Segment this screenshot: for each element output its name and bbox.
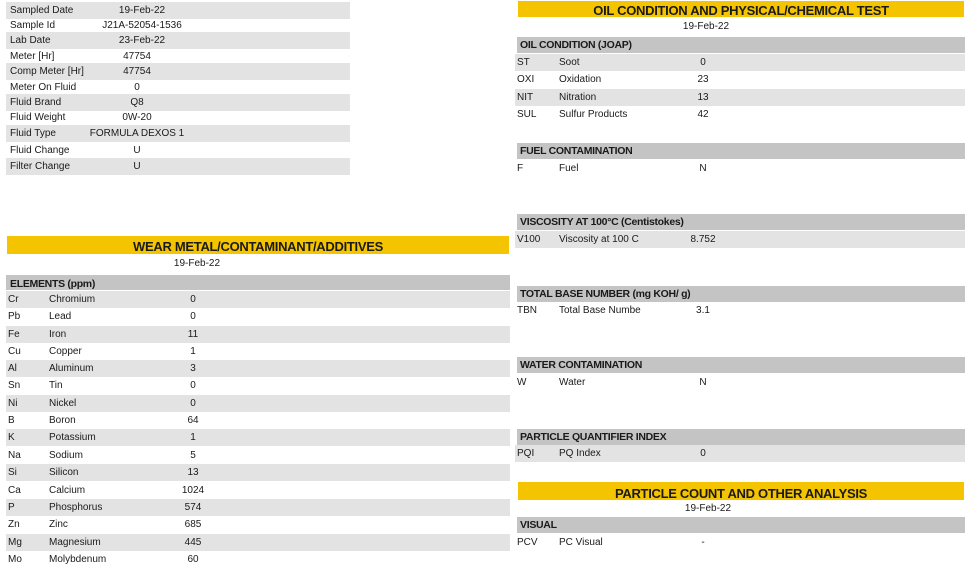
oil-row [515, 374, 965, 391]
oil-row [515, 160, 965, 177]
element-row [6, 377, 510, 394]
sample-info-row [6, 158, 350, 175]
oil-name: Soot [559, 57, 580, 68]
oil-name: Oxidation [559, 74, 602, 85]
sample-info-label: Comp Meter [Hr] [10, 66, 84, 77]
oil-code: TBN [517, 305, 537, 316]
oil-name: PQ Index [559, 448, 601, 459]
wear-date: 19-Feb-22 [173, 258, 221, 269]
viscosity-section-header: VISCOSITY AT 100°C (Centistokes) [517, 214, 965, 230]
element-code: Mo [8, 554, 22, 565]
sample-info-row [6, 109, 350, 126]
sample-info-label: Meter On Fluid [10, 82, 77, 93]
element-code: Al [8, 363, 17, 374]
element-value: 1024 [181, 485, 205, 496]
oil-row [515, 534, 965, 551]
element-row [6, 326, 510, 343]
element-row [6, 464, 510, 481]
element-name: Aluminum [49, 363, 94, 374]
sample-info-value: 47754 [123, 66, 151, 77]
sample-info-row [6, 142, 350, 159]
sample-info-label: Fluid Change [10, 145, 70, 156]
joap-section-header: OIL CONDITION (JOAP) [517, 37, 965, 53]
element-name: Chromium [49, 294, 96, 305]
pqi-section-header: PARTICLE QUANTIFIER INDEX [517, 429, 965, 445]
element-name: Molybdenum [49, 554, 107, 565]
oil-value: - [701, 537, 705, 548]
oil-row [515, 106, 965, 123]
particle-date: 19-Feb-22 [684, 503, 732, 514]
oil-value: 23 [697, 74, 709, 85]
oil-row [515, 89, 965, 106]
oil-row [515, 71, 965, 88]
sample-info-label: Fluid Weight [10, 112, 66, 123]
oil-name: PC Visual [559, 537, 603, 548]
element-name: Silicon [49, 467, 79, 478]
element-code: Cr [8, 294, 19, 305]
element-value: 5 [190, 450, 196, 461]
element-row [6, 395, 510, 412]
oil-row [515, 231, 965, 248]
element-row [6, 551, 510, 568]
element-name: Magnesium [49, 537, 101, 548]
oil-value: N [699, 377, 707, 388]
element-row [6, 429, 510, 446]
element-code: Pb [8, 311, 21, 322]
oil-section-title: OIL CONDITION AND PHYSICAL/CHEMICAL TEST [518, 1, 964, 17]
oil-row [515, 302, 965, 319]
tbn-section-header: TOTAL BASE NUMBER (mg KOH/ g) [517, 286, 965, 302]
element-value: 574 [184, 502, 202, 513]
element-code: B [8, 415, 15, 426]
element-code: Zn [8, 519, 20, 530]
oil-code: OXI [517, 74, 535, 85]
element-value: 1 [190, 346, 196, 357]
element-name: Zinc [49, 519, 68, 530]
element-code: Ni [8, 398, 18, 409]
element-value: 685 [184, 519, 202, 530]
oil-code: PCV [517, 537, 538, 548]
oil-value: 3.1 [696, 305, 710, 316]
oil-name: Nitration [559, 92, 597, 103]
wear-section-title: WEAR METAL/CONTAMINANT/ADDITIVES [7, 236, 509, 254]
sample-info-row [6, 32, 350, 49]
sample-info-value: Q8 [130, 97, 144, 108]
sample-info-row [6, 63, 350, 80]
element-value: 11 [187, 329, 199, 340]
oil-row [515, 445, 965, 462]
element-row [6, 291, 510, 308]
oil-name: Water [559, 377, 586, 388]
particle-section-title: PARTICLE COUNT AND OTHER ANALYSIS [518, 482, 964, 500]
oil-code: SUL [517, 109, 537, 120]
element-name: Copper [49, 346, 82, 357]
element-row [6, 308, 510, 325]
element-value: 0 [190, 398, 196, 409]
sample-info-value: 19-Feb-22 [118, 5, 166, 16]
oil-name: Total Base Numbe [559, 305, 641, 316]
element-name: Sodium [49, 450, 83, 461]
fuel-section-header: FUEL CONTAMINATION [517, 143, 965, 159]
element-code: Ca [8, 485, 21, 496]
oil-name: Fuel [559, 163, 579, 174]
sample-info-value: 0 [134, 82, 140, 93]
element-row [6, 343, 510, 360]
oil-value: 0 [700, 57, 706, 68]
element-name: Lead [49, 311, 72, 322]
sample-info-row [6, 125, 350, 142]
element-value: 0 [190, 294, 196, 305]
element-name: Phosphorus [49, 502, 103, 513]
element-value: 1 [190, 432, 196, 443]
oil-name: Viscosity at 100 C [559, 234, 639, 245]
oil-code: V100 [517, 234, 541, 245]
element-name: Nickel [49, 398, 77, 409]
oil-value: 13 [697, 92, 709, 103]
sample-info-label: Lab Date [10, 35, 51, 46]
visual-section-header: VISUAL [517, 517, 965, 533]
oil-code: ST [517, 57, 530, 68]
element-row [6, 447, 510, 464]
element-name: Boron [49, 415, 76, 426]
oil-name: Sulfur Products [559, 109, 628, 120]
element-name: Iron [49, 329, 67, 340]
element-row [6, 412, 510, 429]
element-row [6, 482, 510, 499]
sample-info-value: 47754 [123, 51, 151, 62]
element-code: Mg [8, 537, 22, 548]
element-name: Tin [49, 380, 63, 391]
sample-info-value: U [133, 161, 141, 172]
sample-info-value: U [133, 145, 141, 156]
element-code: Sn [8, 380, 21, 391]
oil-code: PQI [517, 448, 535, 459]
sample-info-label: Fluid Type [10, 128, 56, 139]
sample-info-value: J21A-52054-1536 [102, 20, 182, 31]
element-row [6, 534, 510, 551]
sample-info-value: 23-Feb-22 [118, 35, 166, 46]
oil-value: 0 [700, 448, 706, 459]
oil-code: W [517, 377, 527, 388]
element-code: K [8, 432, 15, 443]
sample-info-label: Fluid Brand [10, 97, 62, 108]
oil-value: 42 [697, 109, 709, 120]
element-row [6, 499, 510, 516]
element-code: Na [8, 450, 21, 461]
element-code: Si [8, 467, 17, 478]
element-code: Fe [8, 329, 20, 340]
oil-date: 19-Feb-22 [682, 21, 730, 32]
oil-code: F [517, 163, 524, 174]
element-name: Calcium [49, 485, 86, 496]
water-section-header: WATER CONTAMINATION [517, 357, 965, 373]
oil-row [515, 54, 965, 71]
elements-section-header: ELEMENTS (ppm) [6, 275, 510, 290]
element-row [6, 360, 510, 377]
oil-value: 8.752 [690, 234, 716, 245]
sample-info-label: Sampled Date [10, 5, 74, 16]
sample-info-value: 0W-20 [122, 112, 152, 123]
element-code: Cu [8, 346, 21, 357]
element-value: 64 [187, 415, 199, 426]
element-row [6, 516, 510, 533]
sample-info-label: Sample Id [10, 20, 56, 31]
element-name: Potassium [49, 432, 96, 443]
sample-info-label: Meter [Hr] [10, 51, 55, 62]
element-value: 60 [187, 554, 199, 565]
element-value: 445 [184, 537, 202, 548]
sample-info-value: FORMULA DEXOS 1 [89, 128, 185, 139]
sample-info-label: Filter Change [10, 161, 71, 172]
oil-value: N [699, 163, 707, 174]
element-value: 13 [187, 467, 199, 478]
element-value: 3 [190, 363, 196, 374]
element-value: 0 [190, 380, 196, 391]
element-code: P [8, 502, 15, 513]
element-value: 0 [190, 311, 196, 322]
oil-code: NIT [517, 92, 534, 103]
